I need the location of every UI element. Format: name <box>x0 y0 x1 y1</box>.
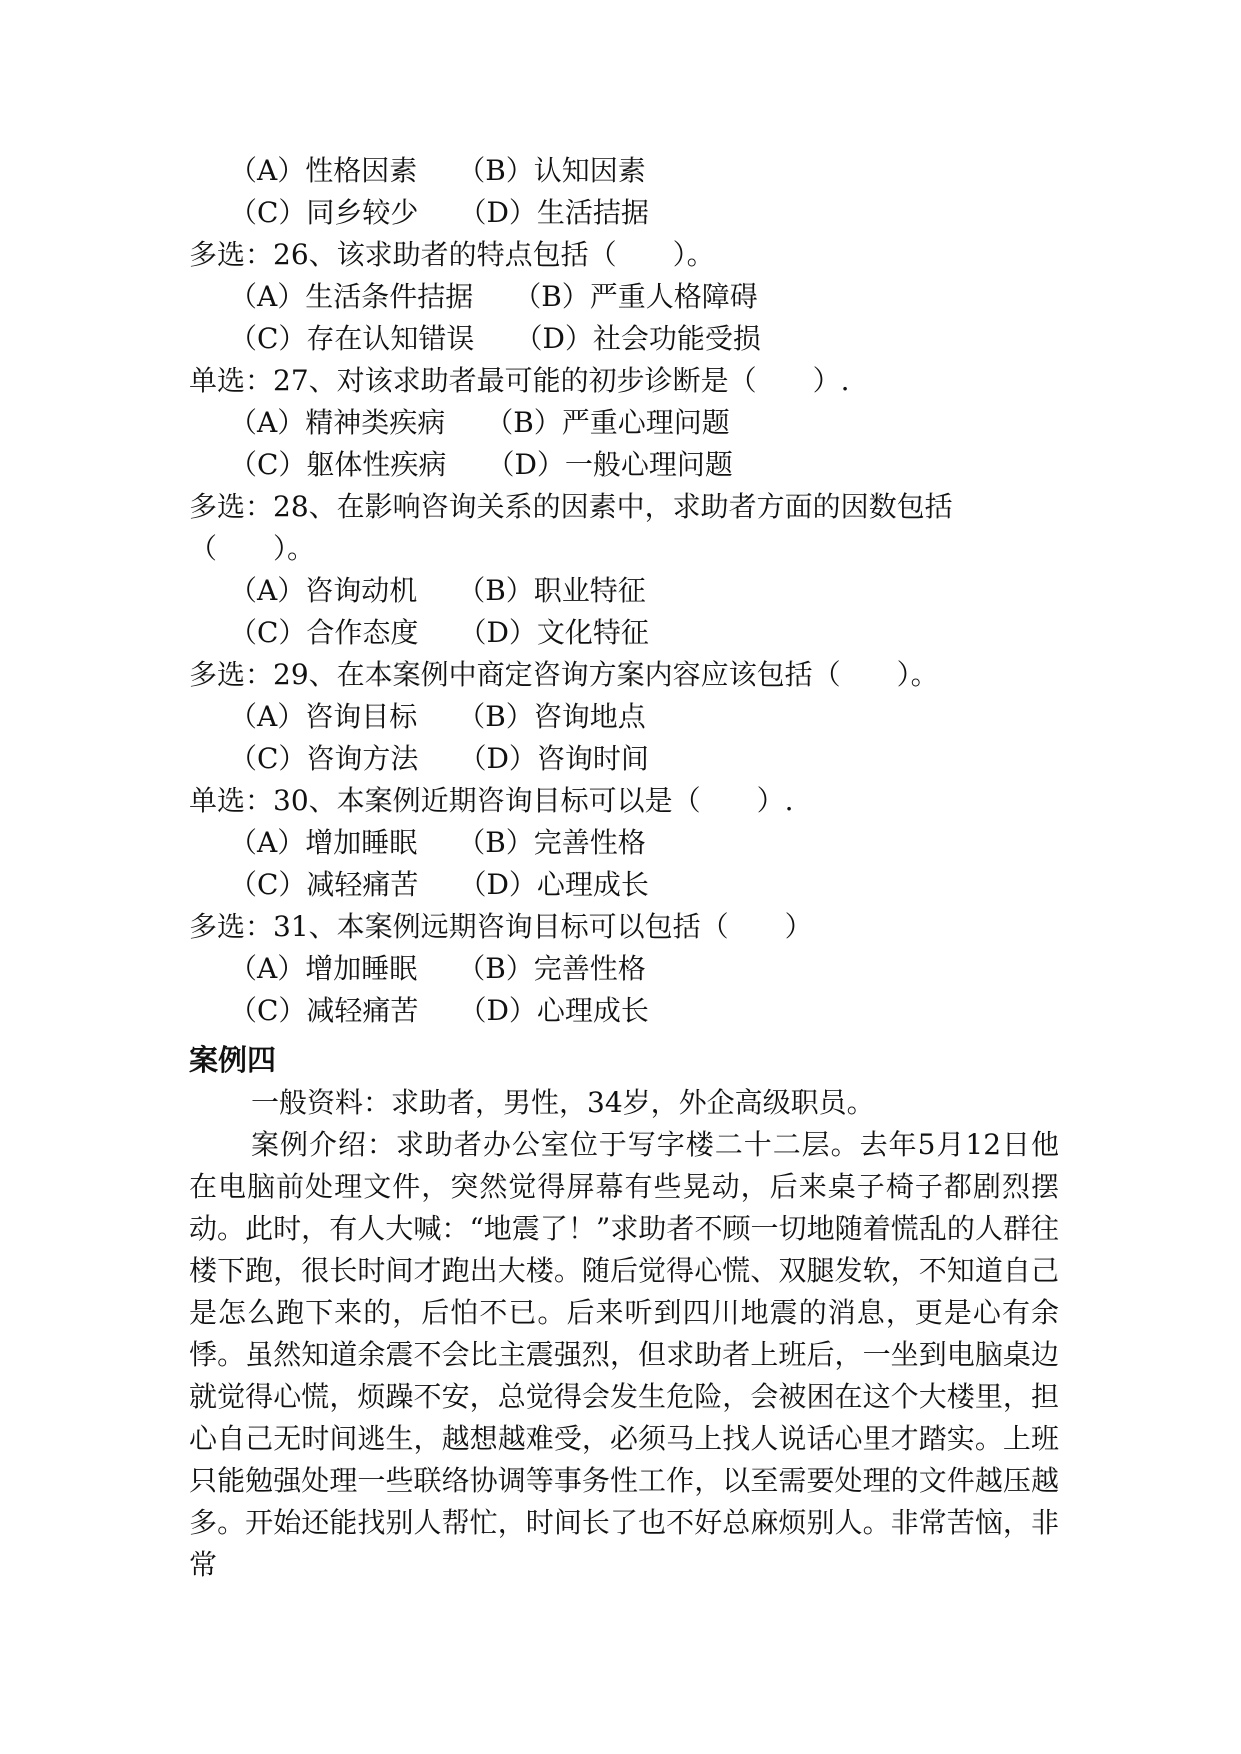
option-a: （A）性格因素 <box>229 154 418 187</box>
option-a: （A）精神类疾病 <box>229 406 446 439</box>
option-row <box>189 444 1059 486</box>
option-a: （A）咨询动机 <box>229 574 418 607</box>
option-c: （C）减轻痛苦 <box>229 868 419 901</box>
option-row <box>189 990 1059 1032</box>
case-general-info: 一般资料：求助者，男性，34岁，外企高级职员。 <box>251 1086 875 1119</box>
option-d: （D）生活拮据 <box>458 196 649 229</box>
option-row <box>189 318 1059 360</box>
option-b: （B）职业特征 <box>457 574 646 607</box>
option-b: （B）咨询地点 <box>457 700 646 733</box>
option-c: （C）咨询方法 <box>229 742 419 775</box>
option-c: （C）减轻痛苦 <box>229 994 419 1027</box>
document-page <box>189 150 1059 1586</box>
option-row <box>189 192 1059 234</box>
option-d: （D）心理成长 <box>458 994 649 1027</box>
option-b: （B）严重人格障碍 <box>513 280 758 313</box>
option-d: （D）社会功能受损 <box>514 322 761 355</box>
option-b: （B）完善性格 <box>457 826 646 859</box>
option-row <box>189 696 1059 738</box>
option-row <box>189 948 1059 990</box>
option-c: （C）合作态度 <box>229 616 419 649</box>
option-d: （D）咨询时间 <box>458 742 649 775</box>
question-stem: 多选：31、本案例远期咨询目标可以包括（ ） <box>189 910 813 943</box>
option-d: （D）一般心理问题 <box>486 448 733 481</box>
option-d: （D）文化特征 <box>458 616 649 649</box>
section-heading: 案例四 <box>189 1043 277 1077</box>
option-row <box>189 570 1059 612</box>
question-stem: 多选：26、该求助者的特点包括（ ）。 <box>189 238 715 271</box>
question-stem: 多选：29、在本案例中商定咨询方案内容应该包括（ ）。 <box>189 658 939 691</box>
question-stem: 单选：30、本案例近期咨询目标可以是（ ）. <box>189 784 794 817</box>
option-b: （B）认知因素 <box>457 154 646 187</box>
option-a: （A）咨询目标 <box>229 700 418 733</box>
option-row <box>189 276 1059 318</box>
option-row <box>189 864 1059 906</box>
option-row <box>189 612 1059 654</box>
option-c: （C）同乡较少 <box>229 196 419 229</box>
case-introduction: 案例介绍：求助者办公室位于写字楼二十二层。去年5月12日他在电脑前处理文件，突然觉得屏幕有些晃动，后来桌子椅子都剧烈摆动。此时，有人大喊：“地震了！”求助者不顾一切地随着慌乱的人群往楼下跑，很长时间才跑出大楼。随后觉得心慌、双腿发软，不知道自己是怎么跑下来的，后怕不已。后来听到四川地震的消息，更是心有余悸。虽然知道余震不会比主震强烈，但求助者上班后，一坐到电脑桌边就觉得心慌，烦躁不安，总觉得会发生危险，会被困在这个大楼里，担心自己无时间逃生，越想越难受，必须马上找人说话心里才踏实。上班只能勉强处理一些联络协调等事务性工作，以至需要处理的文件越压越多。开始还能找别人帮忙，时间长了也不好总麻烦别人。非常苦恼，非常 <box>189 1128 1059 1581</box>
option-row <box>189 402 1059 444</box>
option-a: （A）增加睡眠 <box>229 826 418 859</box>
option-d: （D）心理成长 <box>458 868 649 901</box>
question-stem-continuation: （ ）。 <box>189 532 316 565</box>
question-stem: 多选：28、在影响咨询关系的因素中，求助者方面的因数包括 <box>189 490 953 523</box>
option-row <box>189 738 1059 780</box>
question-stem: 单选：27、对该求助者最可能的初步诊断是（ ）. <box>189 364 850 397</box>
option-row <box>189 150 1059 192</box>
option-c: （C）躯体性疾病 <box>229 448 447 481</box>
option-b: （B）完善性格 <box>457 952 646 985</box>
option-c: （C）存在认知错误 <box>229 322 475 355</box>
option-a: （A）生活条件拮据 <box>229 280 474 313</box>
option-a: （A）增加睡眠 <box>229 952 418 985</box>
option-b: （B）严重心理问题 <box>485 406 730 439</box>
option-row <box>189 822 1059 864</box>
